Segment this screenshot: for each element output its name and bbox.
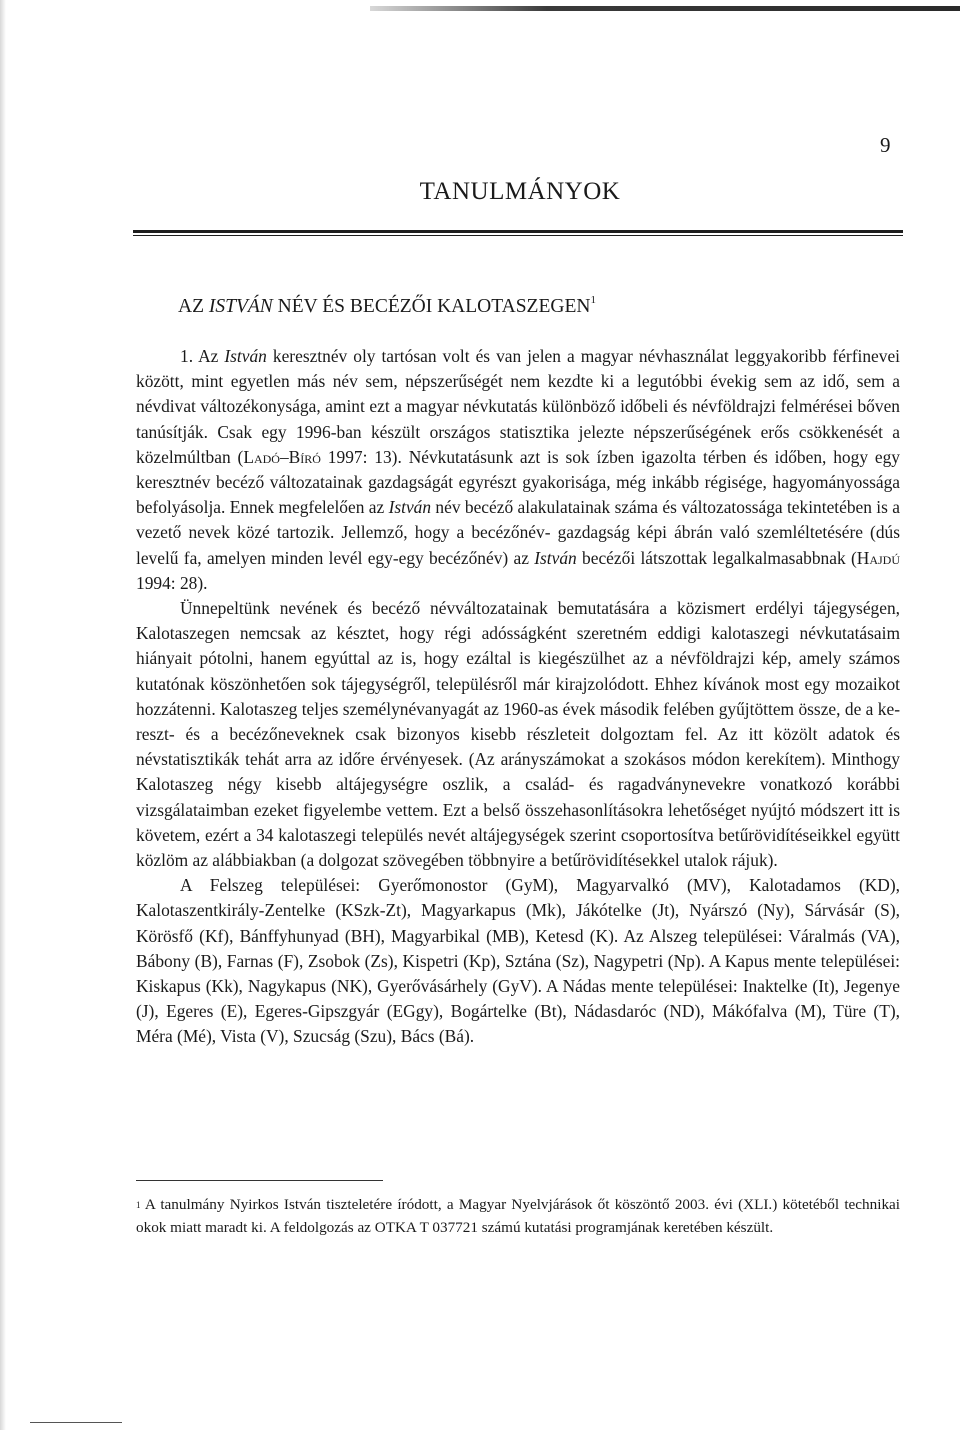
p1-text: keresztnév oly tartósan volt és van jelen a magyar névhasználat leggyakoribb férfinevei között, mint egyetlen más név sem, népszerűségét nem kezdte ki a legutóbbi évekig sem az idő, sem a névdivat változékonysága, amint ezt a magyar névkutatás különböző időbeli és névföldrajzi felmérései bőven tanúsítják. Csak egy 1996-ban készült országos statisztika jelezte népszerűségének erős csökkenését a közelmúltban ( (136, 346, 900, 467)
scan-edge-bottom (30, 1422, 122, 1423)
article-title-post: NÉV ÉS BECÉZŐI KALOTASZEGEN (272, 296, 591, 317)
p1-italic-name: István (224, 346, 267, 366)
footnote-text: A tanulmány Nyirkos István tiszteletére íródott, a Magyar Nyelvjárások őt köszöntő 2003. évi (XLI.) kötetéből technikai okok miatt maradt ki. A feldolgozás az OTKA T 037721 számú kutatási programjának keretében készült. (136, 1196, 900, 1236)
section-title: TANULMÁNYOK (419, 178, 621, 205)
footnote (136, 1194, 900, 1239)
footnote-rule (136, 1180, 383, 1181)
article-title (178, 296, 878, 318)
scan-edge-top (370, 6, 960, 11)
article-title-pre: AZ (178, 296, 209, 317)
article-body (136, 344, 900, 1050)
p1-italic-name: István (388, 497, 432, 518)
p1-text: név becéző alakulatainak száma és változatossága tekintetében is a vezető nevek közé tartozik. Jellemző, hogy a becézőnév- gazdagság képi ábrán való szemléltetésére (dús levelű fa, amelyen minden levél egy-egy becézőnév) az (136, 497, 900, 568)
footnote-mark: 1 (136, 1200, 141, 1210)
article-title-italic: ISTVÁN (208, 296, 273, 317)
paragraph-1 (136, 344, 900, 596)
p1-text: becézői látszottak legalkalmasabbnak ( (576, 547, 857, 568)
section-rule (133, 230, 903, 236)
title-footnote-mark: 1 (590, 294, 596, 306)
p1-text: 1997: 13). Névkutatásunk azt is sok ízben igazolta térben és időben, hogy egy keresztnév becéző változatainak gazdagságát egyrészt gyakorisága, még inkább régisége, hagyományossága befolyásolja. Ennek megfelelően az (136, 446, 901, 518)
paragraph-2: Ünnepeltünk nevének és becéző névváltozatainak bemutatására a közismert erdélyi tájegységen, Kalotaszegen nemcsak az késztet, hogy régi adósságként szeretném eddigi kalotaszegi névkutatásaim hiányait pótolni, hanem egyúttal az is, hogy ezáltal is kiegészülhet az a névföldrajzi kép, amely számos kutatónak köszönhetően sok tájegységről, településről már kirajzolódott. Ehhez kívánok most egy mozaikot hozzátenni. Kalotaszeg teljes személynévanyagát az 1960-as évek második felében gyűjtöttem össze, de a kereszt- és a becézőneveknek csak bizonyos kisebb részleteit dolgoztam fel. Az itt közölt adatok és névstatisztikák tehát arra az időre érvényesek. (Az arányszámokat a szokásos módon kerekítem). Minthogy Kalotaszeg négy kisebb altájegységre oszlik, a család- és ragadványnevekre vonatkozó korábbi vizsgálataimban ezeket figyelembe vettem. Ezt a belső összehasonlításokra lehetőséget nyújtó módszert itt is követem, ezért a 34 kalotaszegi település nevét altájegységek szerint csoportosítva betűrövidítéseikkel együtt közlöm az alábbiakban (a dolgozat szövegében többnyire a betűrövidítésekkel utalok rájuk). (136, 598, 900, 871)
p1-text: 1994: 28). (136, 572, 208, 593)
paragraph-3: A Felszeg települései: Gyerőmonostor (GyM), Magyarvalkó (MV), Kalotadamos (KD), Kalotaszentkirály-Zentelke (KSzk-Zt), Magyarkapus (Mk), Jákótelke (Jt), Nyárszó (Ny), Sárvásár (S), Körösfő (Kf), Bánffyhunyad (BH), Magyarbikal (MB), Ketesd (K). Az Alszeg települései: Váralmás (VA), Bábony (B), Farnas (F), Zsobok (Zs), Kispetri (Kp), Sztána (Sz), Nagypetri (Np). A Kapus mente települései: Kiskapus (Kk), Nagykapus (NK), Gyerővásárhely (GyV). A Nádas mente települései: Inaktelke (It), Jegenye (J), Egeres (E), Egeres-Gipszgyár (EGgy), Bogártelke (Bt), Nádasdaróc (ND), Mákófalva (M), Türe (T), Méra (Mé), Vista (V), Szucság (Szu), Bács (Bá). (136, 875, 900, 1047)
p1-italic-name: István (534, 547, 577, 568)
page-number: 9 (880, 133, 891, 157)
p1-citation-author: Hajdú (856, 547, 900, 568)
p1-text: 1. Az (180, 346, 225, 366)
scan-edge-left (0, 0, 6, 1430)
p1-citation-author: Ladó–Bíró (243, 446, 321, 467)
